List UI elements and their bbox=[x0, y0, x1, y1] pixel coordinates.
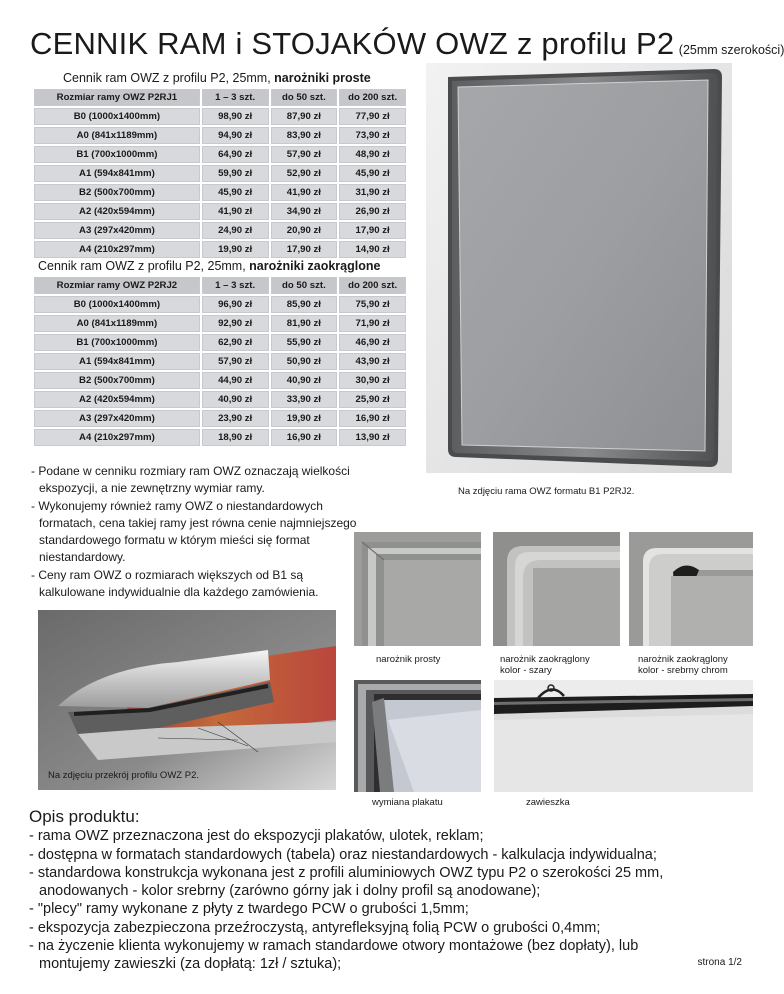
table-row: A0 (841x1189mm) 94,90 zł 83,90 zł 73,90 zł bbox=[34, 127, 406, 144]
corner-rounded-grey-caption: narożnik zaokrąglony kolor - szary bbox=[500, 654, 590, 676]
table-row: A3 (297x420mm) 24,90 zł 20,90 zł 17,90 zł bbox=[34, 222, 406, 239]
table-row: B2 (500x700mm) 44,90 zł 40,90 zł 30,90 zł bbox=[34, 372, 406, 389]
frame-photo-caption: Na zdjęciu rama OWZ formatu B1 P2RJ2. bbox=[458, 486, 635, 497]
hanger-photo bbox=[494, 680, 753, 792]
price-table-straight bbox=[32, 87, 408, 260]
table-row: A4 (210x297mm) 19,90 zł 17,90 zł 14,90 zł bbox=[34, 241, 406, 258]
table-row: A1 (594x841mm) 59,90 zł 52,90 zł 45,90 zł bbox=[34, 165, 406, 182]
corner-rounded-grey-photo bbox=[493, 532, 620, 646]
title-sub: (25mm szerokości) bbox=[678, 43, 784, 57]
note-item: - Wykonujemy również ramy OWZ o niestandardowych formatach, cena takiej ramy jest równa cenie najmniejszego standardowego formatu w którym mieści się format niestandardowy. bbox=[31, 498, 357, 565]
page-number: strona 1/2 bbox=[697, 957, 742, 968]
note-item: - Ceny ram OWZ o rozmiarach większych od B1 są kalkulowane indywidualnie dla każdego zamówienia. bbox=[31, 567, 319, 600]
description-item: - standardowa konstrukcja wykonana jest z profili aluminiowych OWZ typu P2 o szerokości 25 mm, anodowanych - kolor srebrny (zarówno górny jak i dolny profil są anodowane); bbox=[29, 864, 664, 900]
corner-rounded-silver-photo bbox=[629, 532, 753, 646]
description-item: - ekspozycja zabezpieczona przeźroczystą, antyrefleksyjną folią PCW o grubości 0,4mm; bbox=[29, 919, 601, 936]
table-row: A0 (841x1189mm) 92,90 zł 81,90 zł 71,90 zł bbox=[34, 315, 406, 332]
corner-straight-caption: narożnik prosty bbox=[376, 654, 441, 665]
table-header-row: Rozmiar ramy OWZ P2RJ2 1 – 3 szt. do 50 szt. do 200 szt. bbox=[34, 277, 406, 294]
cross-section-caption: Na zdjęciu przekrój profilu OWZ P2. bbox=[48, 770, 199, 781]
corner-rounded-silver-caption: narożnik zaokrąglony kolor - srebrny chrom bbox=[638, 654, 728, 676]
table-row: B2 (500x700mm) 45,90 zł 41,90 zł 31,90 zł bbox=[34, 184, 406, 201]
table-row: B1 (700x1000mm) 62,90 zł 55,90 zł 46,90 zł bbox=[34, 334, 406, 351]
frame-photo bbox=[426, 63, 732, 473]
title-main: CENNIK RAM i STOJAKÓW OWZ z profilu P2 bbox=[30, 26, 675, 61]
table-row: B1 (700x1000mm) 64,90 zł 57,90 zł 48,90 zł bbox=[34, 146, 406, 163]
cross-section-photo bbox=[38, 610, 336, 790]
description-title: Opis produktu: bbox=[29, 807, 140, 826]
description-item: - "plecy" ramy wykonane z płyty z twardego PCW o grubości 1,5mm; bbox=[29, 901, 469, 918]
description-item: - na życzenie klienta wykonujemy w ramach standardowe otwory montażowe (bez dopłaty), lub montujemy zawieszki (za dopłatą: 1zł / sztuka); bbox=[29, 938, 639, 973]
description-item: - rama OWZ przeznaczona jest do ekspozycji plakatów, ulotek, reklam; bbox=[29, 828, 484, 845]
table-row: B0 (1000x1400mm) 96,90 zł 85,90 zł 75,90 zł bbox=[34, 296, 406, 313]
table-row: A4 (210x297mm) 18,90 zł 16,90 zł 13,90 zł bbox=[34, 429, 406, 446]
price-table-rounded bbox=[32, 275, 408, 448]
table1-caption: Cennik ram OWZ z profilu P2, 25mm, narożniki proste bbox=[63, 71, 371, 85]
table-row: A1 (594x841mm) 57,90 zł 50,90 zł 43,90 zł bbox=[34, 353, 406, 370]
table-header-row: Rozmiar ramy OWZ P2RJ1 1 – 3 szt. do 50 szt. do 200 szt. bbox=[34, 89, 406, 106]
notes bbox=[31, 463, 381, 601]
note-item: - Podane w cenniku rozmiary ram OWZ oznaczają wielkości ekspozycji, a nie zewnętrzny wymiar ramy. bbox=[31, 464, 350, 496]
description-item: - dostępna w formatach standardowych (tabela) oraz niestandardowych - kalkulacja indywidualna; bbox=[29, 846, 657, 863]
corner-straight-photo bbox=[354, 532, 481, 646]
table-row: A3 (297x420mm) 23,90 zł 19,90 zł 16,90 zł bbox=[34, 410, 406, 427]
table2-caption: Cennik ram OWZ z profilu P2, 25mm, narożniki zaokrąglone bbox=[38, 259, 381, 273]
product-description bbox=[29, 808, 749, 974]
poster-change-caption: wymiana plakatu bbox=[372, 797, 443, 808]
table-row: B0 (1000x1400mm) 98,90 zł 87,90 zł 77,90 zł bbox=[34, 108, 406, 125]
poster-change-photo bbox=[354, 680, 481, 792]
table-row: A2 (420x594mm) 41,90 zł 34,90 zł 26,90 zł bbox=[34, 203, 406, 220]
table-row: A2 (420x594mm) 40,90 zł 33,90 zł 25,90 zł bbox=[34, 391, 406, 408]
hanger-caption: zawieszka bbox=[526, 797, 570, 808]
page-title bbox=[30, 26, 784, 62]
